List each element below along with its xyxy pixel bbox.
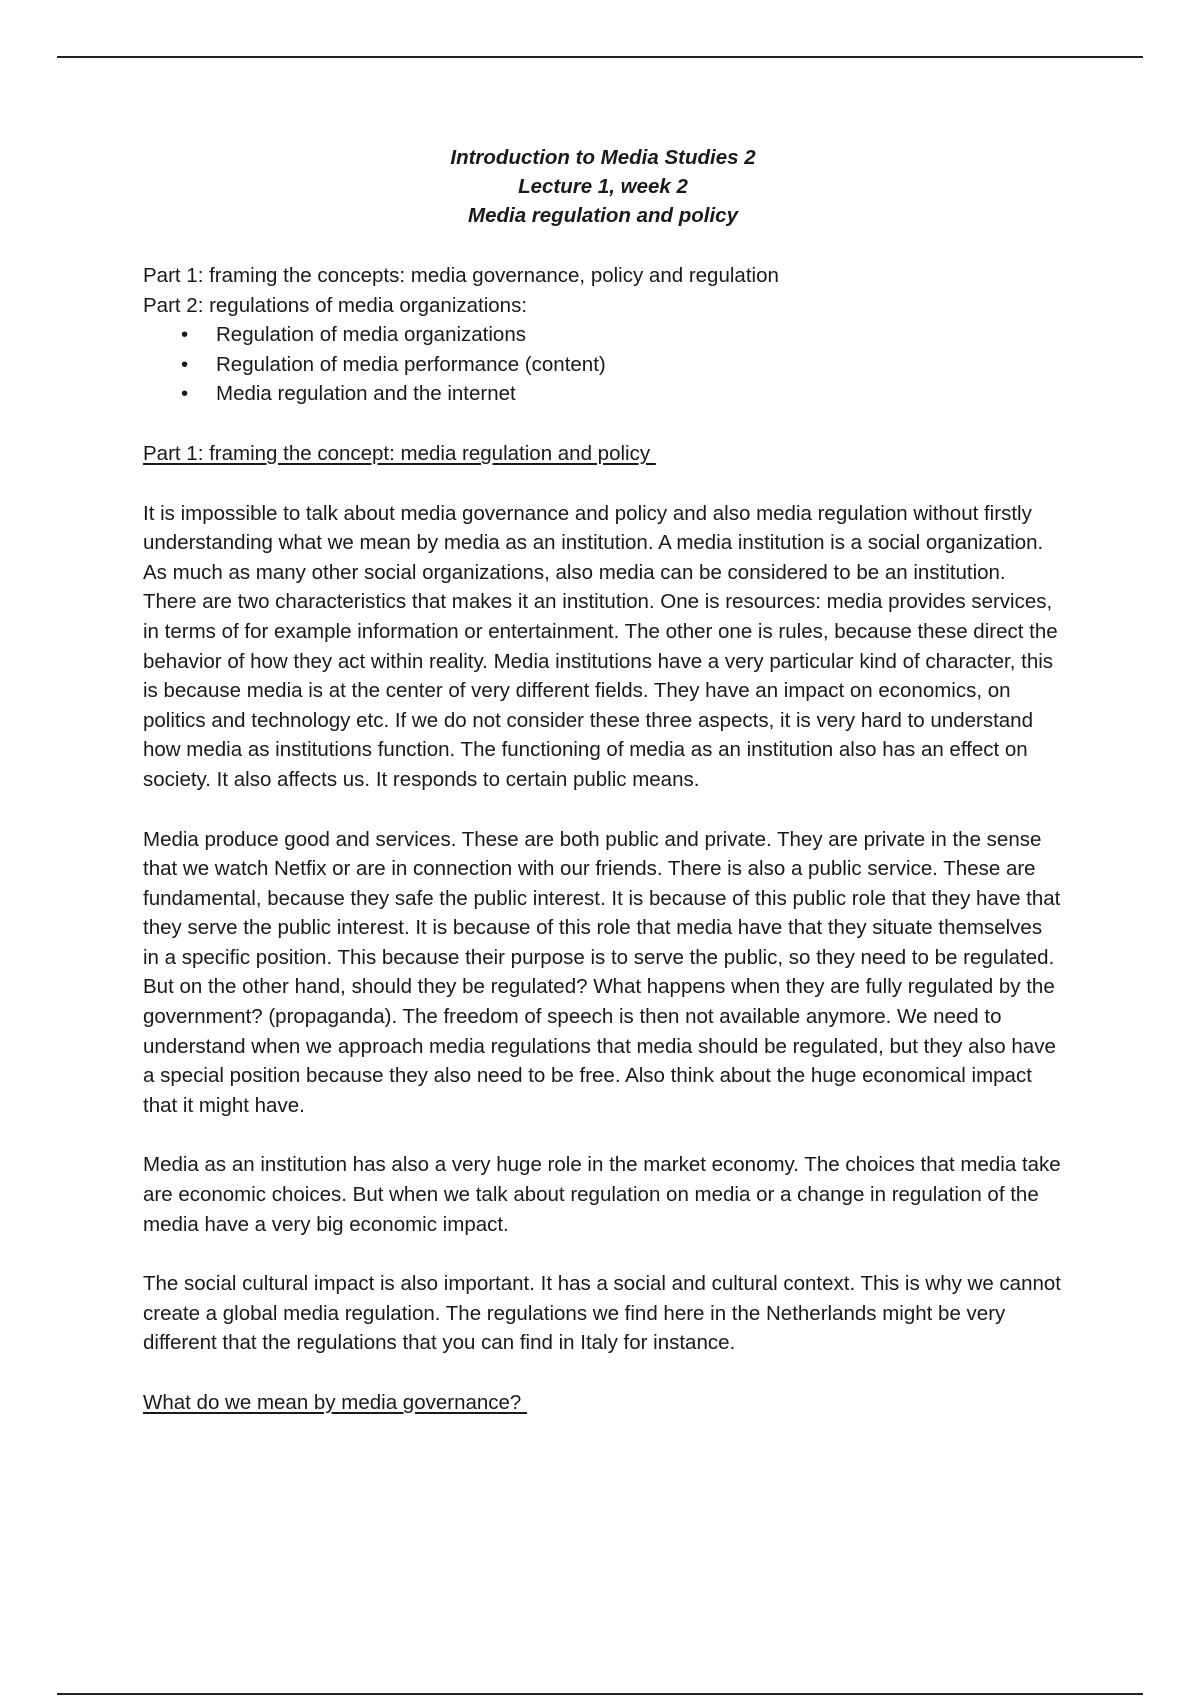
bullet-icon: • xyxy=(181,323,189,347)
title-line-course: Introduction to Media Studies 2 xyxy=(450,146,756,169)
list-item xyxy=(143,350,1063,380)
bullet-text: Media regulation and the internet xyxy=(216,382,516,406)
outline-part-2: Part 2: regulations of media organizations: xyxy=(143,293,528,317)
paragraph-public-private: Media produce good and services. These are both public and private. They are private in the sense that we watch Netfix or are in connection with our friends. There is also a public service. These are fundamental, because they safe the public interest. It is because of this public role that they have that they serve the public interest. It is because of this role that media have that they situate themselves in a specific position. This because their purpose is to serve the public, so they need to be regulated. But on the other hand, should they be regulated? What happens when they are fully regulated by the government? (propaganda). The freedom of speech is then not available anymore. We need to understand when we approach media regulations that media should be regulated, but they also have a special position because they also need to be free. Also think about the huge economical impact that it might have. xyxy=(143,827,1061,1117)
title-line-topic: Media regulation and policy xyxy=(468,204,738,227)
paragraph-media-institution: It is impossible to talk about media governance and policy and also media regulation without firstly understanding what we mean by media as an institution. A media institution is a social organization. As much as many other social organizations, also media can be considered to be an institution. There are two characteristics that makes it an institution. One is resources: media provides services, in terms of for example information or entertainment. The other one is rules, because these direct the behavior of how they act within reality. Media institutions have a very particular kind of character, this is because media is at the center of very different fields. They have an impact on economics, on politics and technology etc. If we do not consider these three aspects, it is very hard to understand how media as institutions function. The functioning of media as an institution also has an effect on society. It also affects us. It responds to certain public means. xyxy=(143,501,1058,791)
outline-part-1: Part 1: framing the concepts: media governance, policy and regulation xyxy=(143,264,779,287)
section-heading-part-1: Part 1: framing the concept: media regulation and policy xyxy=(143,441,656,465)
bullet-text: Regulation of media performance (content) xyxy=(216,352,606,376)
list-item xyxy=(143,379,1063,409)
footer-rule xyxy=(57,1693,1143,1695)
section-heading-governance: What do we mean by media governance? xyxy=(143,1391,528,1414)
paragraph-social-cultural: The social cultural impact is also important. It has a social and cultural context. This is why we cannot create a global media regulation. The regulations we find here in the Netherlands might be very different that the regulations that you can find in Italy for instance. xyxy=(143,1272,1061,1355)
title-line-lecture: Lecture 1, week 2 xyxy=(518,175,688,198)
document-page xyxy=(143,143,1063,1418)
paragraph-market-economy: Media as an institution has also a very huge role in the market economy. The choices that media take are economic choices. But when we talk about regulation on media or a change in regulation of the media have a very big economic impact. xyxy=(143,1153,1061,1236)
list-item xyxy=(143,320,1063,350)
bullet-icon: • xyxy=(181,352,189,376)
bullet-icon: • xyxy=(181,382,189,406)
header-rule xyxy=(57,56,1143,58)
lecture-outline xyxy=(143,261,1063,409)
bullet-text: Regulation of media organizations xyxy=(216,323,526,347)
document-title xyxy=(143,143,1063,230)
outline-bullet-list xyxy=(143,320,1063,409)
